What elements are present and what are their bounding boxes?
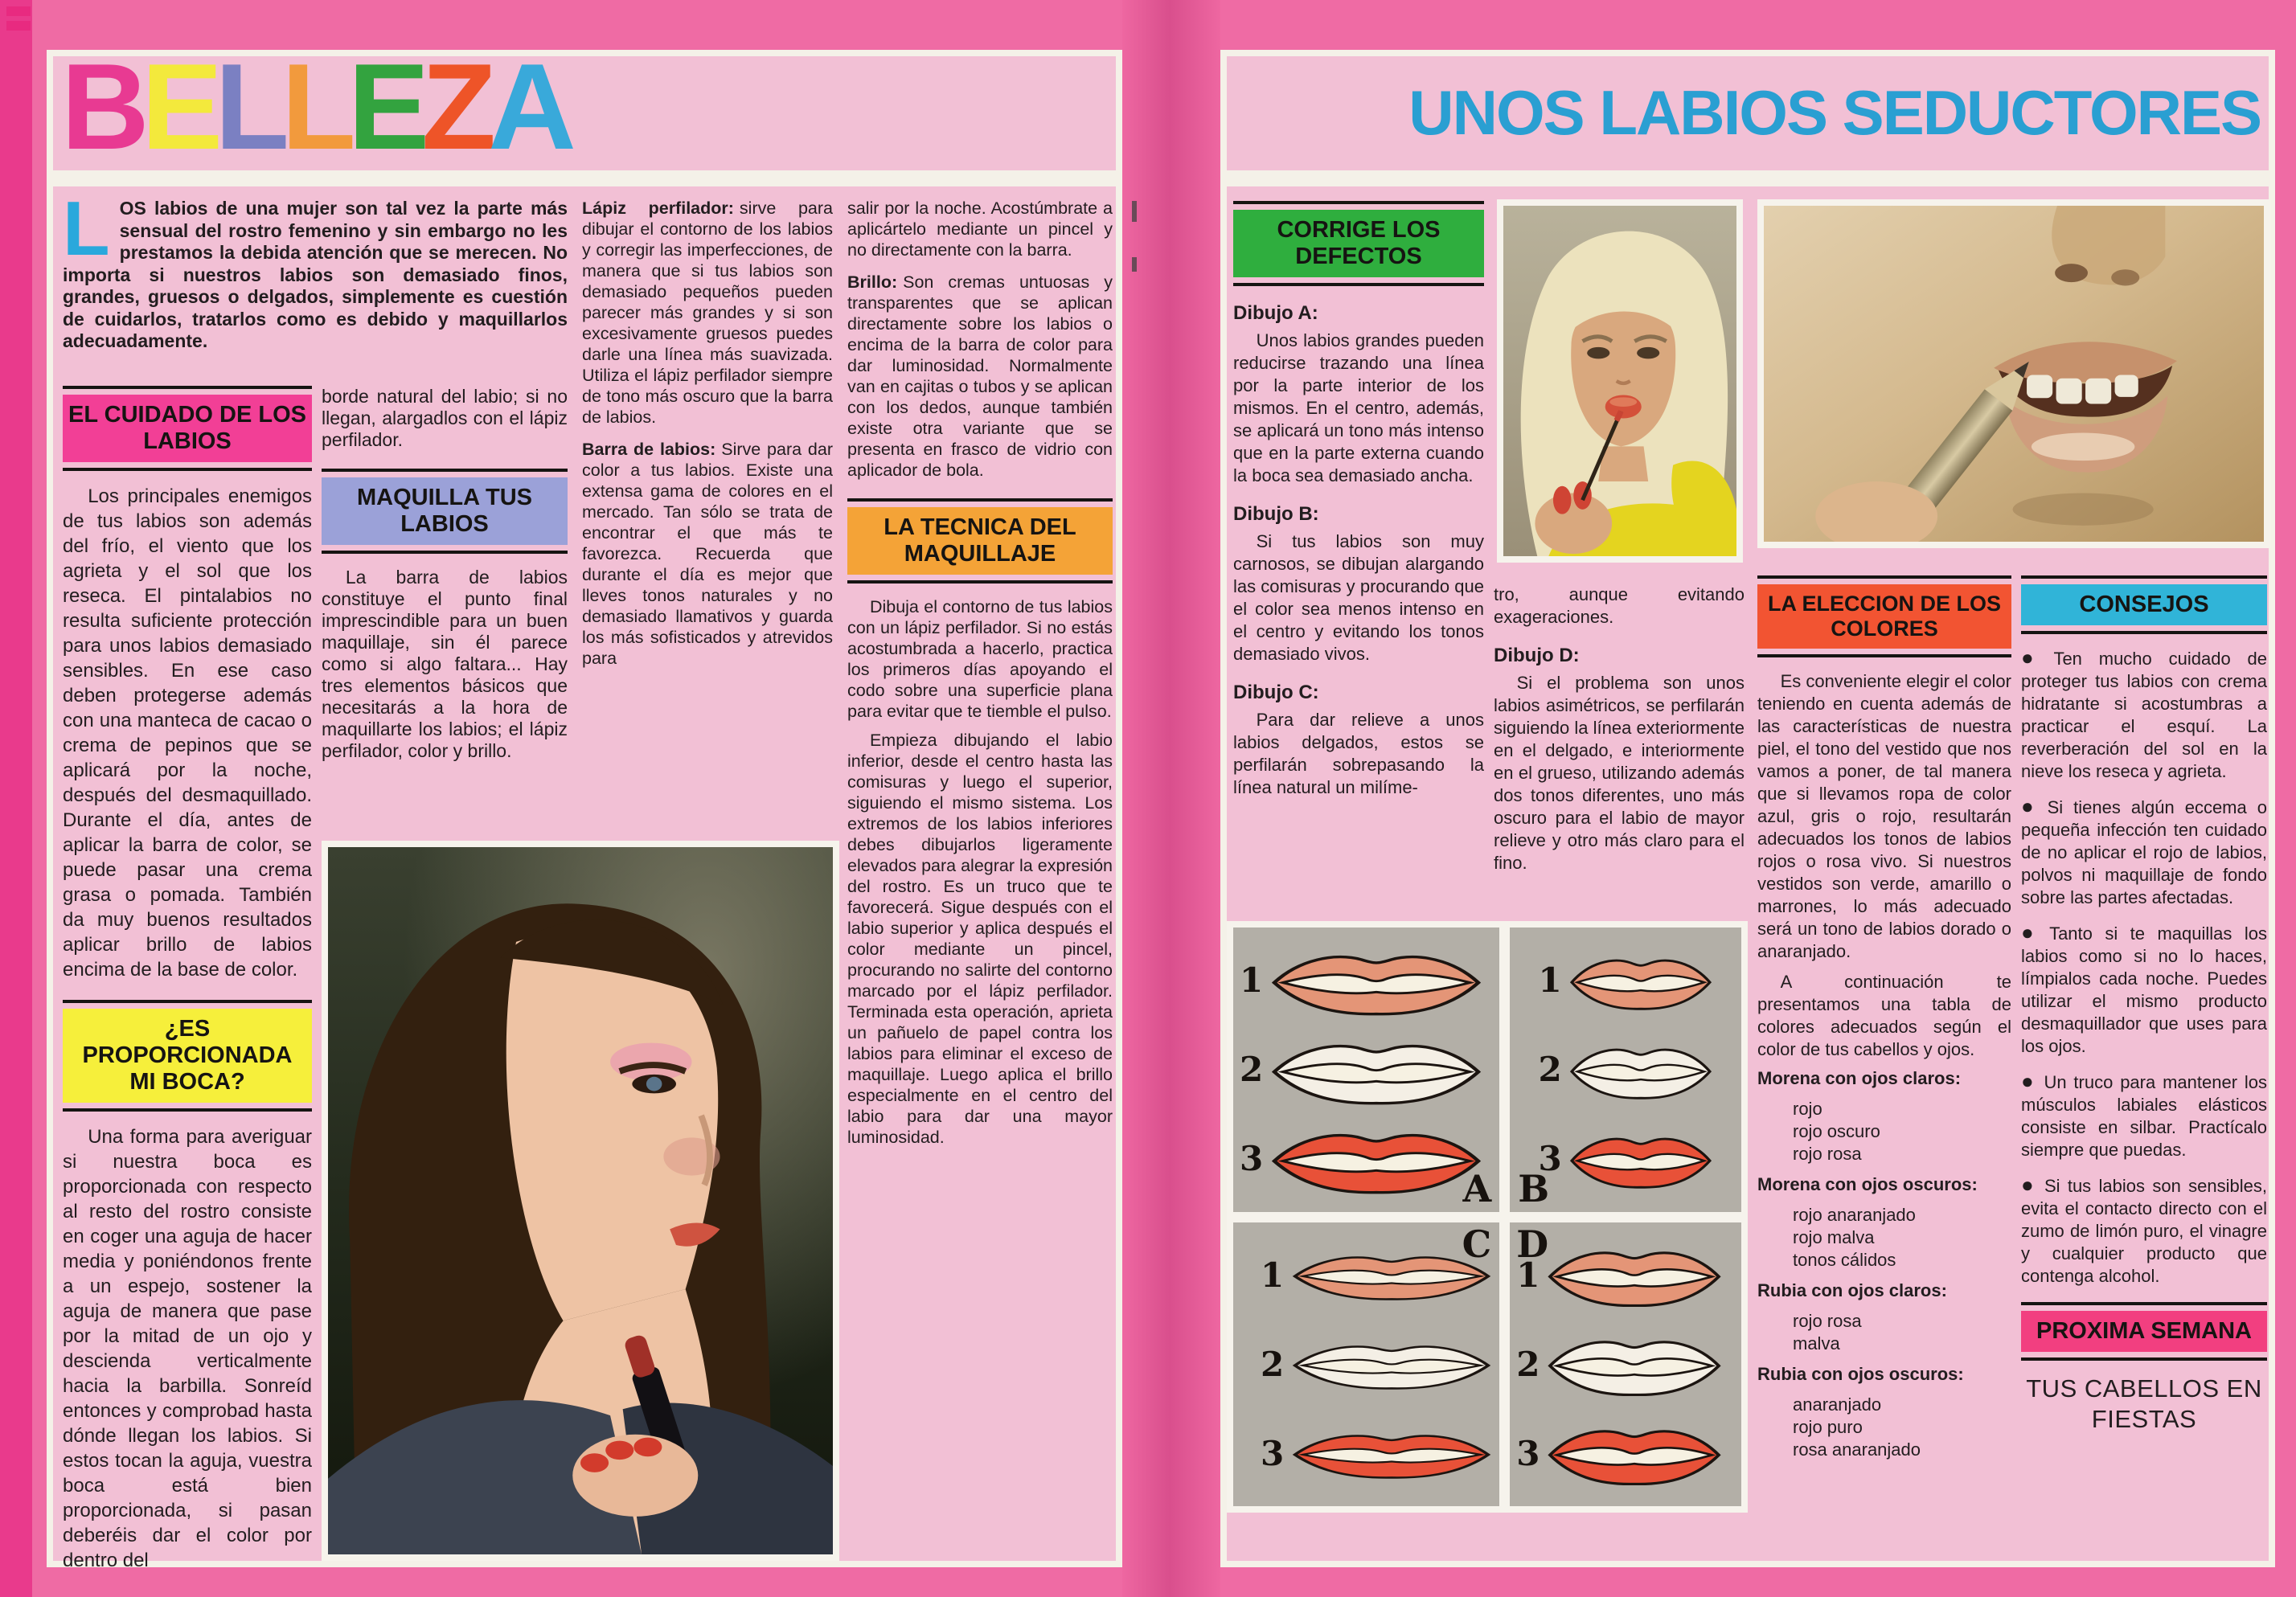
diagram-letter: C [1462,1222,1492,1266]
intro-text: OS labios de una mujer son tal vez la parte más sensual del rostro femenino y sin embargo no les prestamos la debida atención que se merecen. No importa si nuestros labios son demasiado finos, grandes, gruesos o delgados, simplemente es cuestión de cuidarlos, tratarlos como es debido y maquillarlos adecuadamente. [63,198,568,351]
paragraph: Si tus labios son muy carnosos, se dibujan alargando las comisuras y procurando que el color sea menos intenso en el centro y evitando los tonos demasiado vivos. [1233,531,1484,665]
bullet-dot-icon: ● [2021,645,2046,670]
table-item: rojo anaranjado [1793,1204,1916,1225]
paragraph-lead: Lápiz perfilador: [582,199,734,218]
lips-step-row [1516,1325,1735,1402]
heading-maquilla-label: MAQUILLA TUS LABIOS [322,477,568,545]
intro-paragraph [63,186,568,353]
print-mark [6,6,31,16]
lips-drawing-outline [1546,1325,1723,1402]
lips-diagram-c [1233,1222,1499,1507]
paragraph: A continuación te presentamos una tabla de colores adecuados según el color de tus cabellos y ojos. [1757,971,2011,1059]
paragraph [582,198,833,428]
paragraph: Es conveniente elegir el color teniendo en cuenta además de las características de nuestra piel, el tono del vestido que nos vamos a poner, de tal manera que si llevamos ropa de color azul, gris o rojo, resultarán adecuados los tonos de labios rojos o rosa vivo. Si nuestros vestidos son verde, amarillo o marrones, lo más adecuado será un tono de labios dorado o anaranjado. [1757,670,2011,961]
table-item: rojo rosa [1793,1143,1862,1164]
lips-step-row [1240,1028,1493,1112]
tip-text: Un truco para mantener los músculos labiales elásticos consiste en silbar. Practícalo siempre que puedas. [2021,1072,2267,1161]
dibujo-a-label: Dibujo A: [1233,302,1318,325]
table-group-label: Rubia con ojos claros: [1757,1280,1947,1300]
heading-boca-label: ¿ES PROPORCIONADA MI BOCA? [63,1009,312,1103]
step-number: 3 [1538,1139,1562,1179]
title-letter: L [281,39,348,175]
step-number: 1 [1516,1255,1540,1295]
diagram-letter: D [1516,1222,1549,1266]
step-number: 3 [1516,1433,1540,1473]
table-item: rojo [1793,1098,1822,1119]
bullet-dot-icon: ● [2021,1173,2036,1198]
tip-text: Si tienes algún eccema o pequeña infección ten cuidado de no aplicar el rojo de labios, polvos ni maquillaje de fondo sobre las partes afectadas. [2021,797,2267,908]
heading-corrige-label: CORRIGE LOS DEFECTOS [1233,210,1484,277]
photo-closeup-illustration [1764,206,2264,542]
table-item: rosa anaranjado [1793,1439,1921,1460]
lips-drawing-natural [1546,1236,1723,1313]
section-title [61,39,568,175]
lips-step-row [1516,945,1735,1016]
table-item: rojo oscuro [1793,1120,1880,1141]
right-column-2 [1494,584,1745,874]
photo-blonde-woman-lipbrush [1497,199,1743,563]
lips-drawing-natural [1568,945,1713,1016]
right-column-4 [2021,575,2267,1435]
left-column-1 [63,386,312,1573]
paragraph: Empieza dibujando el labio inferior, desde el centro hasta las comisuras y luego el superior, siguiendo el mismo sistema. Los extremos de los labios inferiores debes dibujarlos ligeramente elevados para alegrar la expresión del rostro. Es un truco que te favorecerá. Sigue después con el labio superior y aplica después el color mediante un pincel, procurando no salirte del contorno marcado por el lápiz perfilador. Terminada esta operación, aprieta un pañuelo de papel contra los labios para eliminar el exceso de maquillaje. Luego aplica el brillo especialmente en el centro del labio para dar una mayor luminosidad. [847,731,1113,1148]
lips-diagram-a [1233,927,1499,1212]
lips-step-row [1516,1236,1735,1313]
lips-drawing-outline [1269,1028,1483,1112]
paragraph-text: sirve para dibujar el contorno de los labios y corregir las imperfecciones, de manera que si tus labios son demasiado pequeños pueden parecer más grandes y si son excesivamente gruesos puedes darle una línea más suavizada. Utiliza el lápiz perfilador siempre de tono más oscuro que la barra de labios. [582,199,833,427]
heading-corrige-defectos [1233,201,1484,286]
table-item: malva [1793,1333,1840,1353]
heading-proxima-semana [2021,1302,2267,1361]
heading-eleccion-label: LA ELECCION DE LOS COLORES [1757,584,2011,649]
lips-step-row [1240,1333,1493,1394]
paragraph: Para dar relieve a unos labios delgados, estos se perfilarán sobrepasando la línea natural un milíme- [1233,710,1484,798]
title-letter: L [215,39,282,175]
table-group-label: Morena con ojos oscuros: [1757,1173,1978,1194]
photo-woman-illustration [328,847,833,1554]
heading-proxima-label: PROXIMA SEMANA [2021,1311,2267,1352]
paragraph: salir por la noche. Acostúmbrate a aplicártelo mediante un pincel y no directamente con la barra. [847,199,1113,260]
heading-cuidado-labios [63,386,312,471]
paragraph: La barra de labios constituye el punto final imprescindible para un buen maquillaje, sin él parece como si algo faltara... Hay tres elementos básicos que necesitarás a la hora de maquillarte los labios; el lápiz perfilador, color y brillo. [322,567,568,762]
step-number: 2 [1516,1344,1540,1384]
step-number: 2 [1538,1050,1562,1090]
step-number: 1 [1240,960,1264,1001]
table-group-label: Rubia con ojos oscuros: [1757,1363,1964,1384]
next-week-title: TUS CABELLOS EN FIESTAS [2026,1374,2262,1434]
heading-consejos [2021,575,2267,634]
title-letter: E [141,39,215,175]
step-number: 2 [1240,1050,1264,1090]
diagram-letter: B [1518,1166,1550,1210]
spine-tick [1132,257,1137,272]
paragraph: Si el problema son unos labios asimétricos, se perfilarán siguiendo la línea exteriormente en el delgado, e interiormente en el grueso, utilizando además dos tonos diferentes, uno más oscuro para el labio de mayor relieve y otro más claro para el fino. [1494,673,1745,873]
lips-step-row [1240,1117,1493,1201]
page-spine [1122,0,1220,1597]
lips-drawing-outline [1568,1034,1713,1105]
left-column-3 [582,198,833,669]
article-headline: UNOS LABIOS SEDUCTORES [1408,76,2261,148]
title-letter: Z [421,39,489,175]
paragraph: tro, aunque evitando exageraciones. [1494,584,1745,627]
diagram-letter: A [1462,1166,1492,1210]
right-column-3 [1757,575,2011,1461]
title-letter: B [61,39,141,175]
paragraph: Unos labios grandes pueden reducirse trazando una línea por la parte interior de los mismos. En el centro, además, se aplicará un tono más intenso que en la parte externa cuando la boca sea demasiado ancha. [1233,330,1484,486]
paragraph: Dibuja el contorno de tus labios con un lápiz perfilador. Si no estás acostumbrada a hacerlo, practica los primeros días apoyando el codo sobre una superficie plana para evitar que te tiemble el pulso. [847,597,1113,722]
title-letter: A [488,39,568,175]
step-number: 1 [1538,960,1562,1001]
print-mark [6,21,31,31]
lips-diagram-b [1510,927,1741,1212]
bullet-dot-icon: ● [2021,1069,2036,1094]
dibujo-d-label: Dibujo D: [1494,645,1580,666]
tip-bullet [2021,922,2267,1058]
paragraph-lead: Brillo: [847,272,898,292]
photo-woman-applying-lipstick [322,841,839,1561]
table-item: tonos cálidos [1793,1249,1896,1270]
table-item: anaranjado [1793,1394,1882,1415]
lips-drawing-intense [1568,1124,1713,1194]
tip-text: Si tus labios son sensibles, evita el contacto directo con el zumo de limón puro, el vinagre y cualquier producto que contenga alcohol. [2021,1176,2267,1287]
lips-diagram-d [1510,1222,1741,1507]
table-item: rojo rosa [1793,1310,1862,1331]
paragraph-lead: Barra de labios: [582,440,716,459]
bullet-dot-icon: ● [2021,794,2040,819]
heading-tecnica-label: LA TECNICA DEL MAQUILLAJE [847,507,1113,575]
dibujo-b-label: Dibujo B: [1233,503,1319,526]
heading-consejos-label: CONSEJOS [2021,584,2267,625]
tip-text: Tanto si te maquillas los labios como si no lo haces, límpialos cada noche. Puedes utilizar el mismo producto desmaquillador que uses para los ojos. [2021,923,2267,1057]
lips-drawing-natural [1269,939,1483,1022]
lips-step-row [1240,1423,1493,1484]
paragraph: Los principales enemigos de tus labios son además del frío, el viento que los agrieta y el sol que los reseca. El pintalabios no resulta suficiente protección para unos labios demasiado sensibles. En ese caso deben protegerse además con una manteca de cacao o crema de pepinos que se aplicará por la noche, después del desmaquillado. Durante el día, antes de aplicar la barra de color, se puede pasar una crema grasa o pomada. También da muy buenos resultados aplicar brillo de labios encima de la base de color. [63,485,312,981]
heading-eleccion-colores [1757,575,2011,657]
paragraph: Una forma para averiguar si nuestra boca es proporcionada con respecto al resto del rostro consiste en coger una aguja de hacer media y poniéndonos frente a un espejo, sostener la aguja de manera que pase por la mitad de un ojo y descienda verticalmente hacia la barbilla. Sonreíd entonces y comprobad hasta dónde llegan los labios. Si estos tocan la aguja, vuestra boca está bien proporcionada, si pasan deberéis dar el color por dentro del [63,1126,312,1572]
lips-step-row [1516,1415,1735,1492]
heading-cuidado-label: EL CUIDADO DE LOS LABIOS [63,395,312,462]
lips-drawing-intense [1290,1423,1493,1484]
table-group-label: Morena con ojos claros: [1757,1067,1962,1088]
table-item: rojo malva [1793,1226,1875,1247]
right-column-1 [1233,201,1484,799]
paragraph [847,272,1113,481]
step-number: 1 [1261,1255,1285,1295]
left-column-4 [847,198,1113,1148]
heading-proporcionada-boca [63,1000,312,1112]
lips-step-row [1240,939,1493,1022]
spine-tick [1132,201,1137,222]
paragraph-text: Son cremas untuosas y transparentes que se aplican directamente sobre los labios o encima de la barra de color para dar luminosidad. Normalmente van en cajitas o tubos y se aplican con los dedos, aunque también existe otra variante que se presenta en frasco de vidrio con aplicador de bola. [847,272,1113,480]
paragraph-text: Sirve para dar color a tus labios. Existe una extensa gama de colores en el mercado. Tan sólo se trata de encontrar el que más te favorezca. Recuerda que durante el día es mejor que lleves tonos naturales y no demasiado llamativos y guarda los más sofisticados y atrevidos para [582,440,833,668]
title-letter: E [347,39,422,175]
lips-drawing-intense [1269,1117,1483,1201]
left-edge-strip [0,0,32,1597]
step-number: 3 [1240,1139,1264,1179]
heading-maquilla-labios [322,469,568,554]
paragraph [582,439,833,669]
lips-step-row [1516,1034,1735,1105]
lips-diagram-panel [1227,921,1748,1513]
lip-color-table [1757,1067,2011,1461]
table-item: rojo puro [1793,1416,1863,1437]
dibujo-c-label: Dibujo C: [1233,682,1319,704]
tip-bullet [2021,796,2267,909]
lips-step-row [1240,1244,1493,1305]
left-column-2 [322,386,568,762]
tip-bullet [2021,647,2267,783]
tip-text: Ten mucho cuidado de proteger tus labios con crema hidratante si acostumbras a practicar el esquí. La reverberación del sol en la nieve los reseca y agrieta. [2021,649,2267,782]
heading-tecnica-maquillaje [847,498,1113,584]
intro-dropcap: L [63,186,110,272]
step-number: 2 [1261,1344,1285,1384]
tip-bullet [2021,1071,2267,1161]
paragraph: borde natural del labio; si no llegan, alargadlos con el lápiz perfilador. [322,386,568,450]
step-number: 3 [1261,1433,1285,1473]
tip-bullet [2021,1174,2267,1288]
photo-blonde-illustration [1503,206,1736,556]
bullet-dot-icon: ● [2021,920,2042,945]
lips-drawing-intense [1546,1415,1723,1492]
photo-closeup-lips-pencil [1757,199,2270,548]
lips-drawing-outline [1290,1333,1493,1394]
